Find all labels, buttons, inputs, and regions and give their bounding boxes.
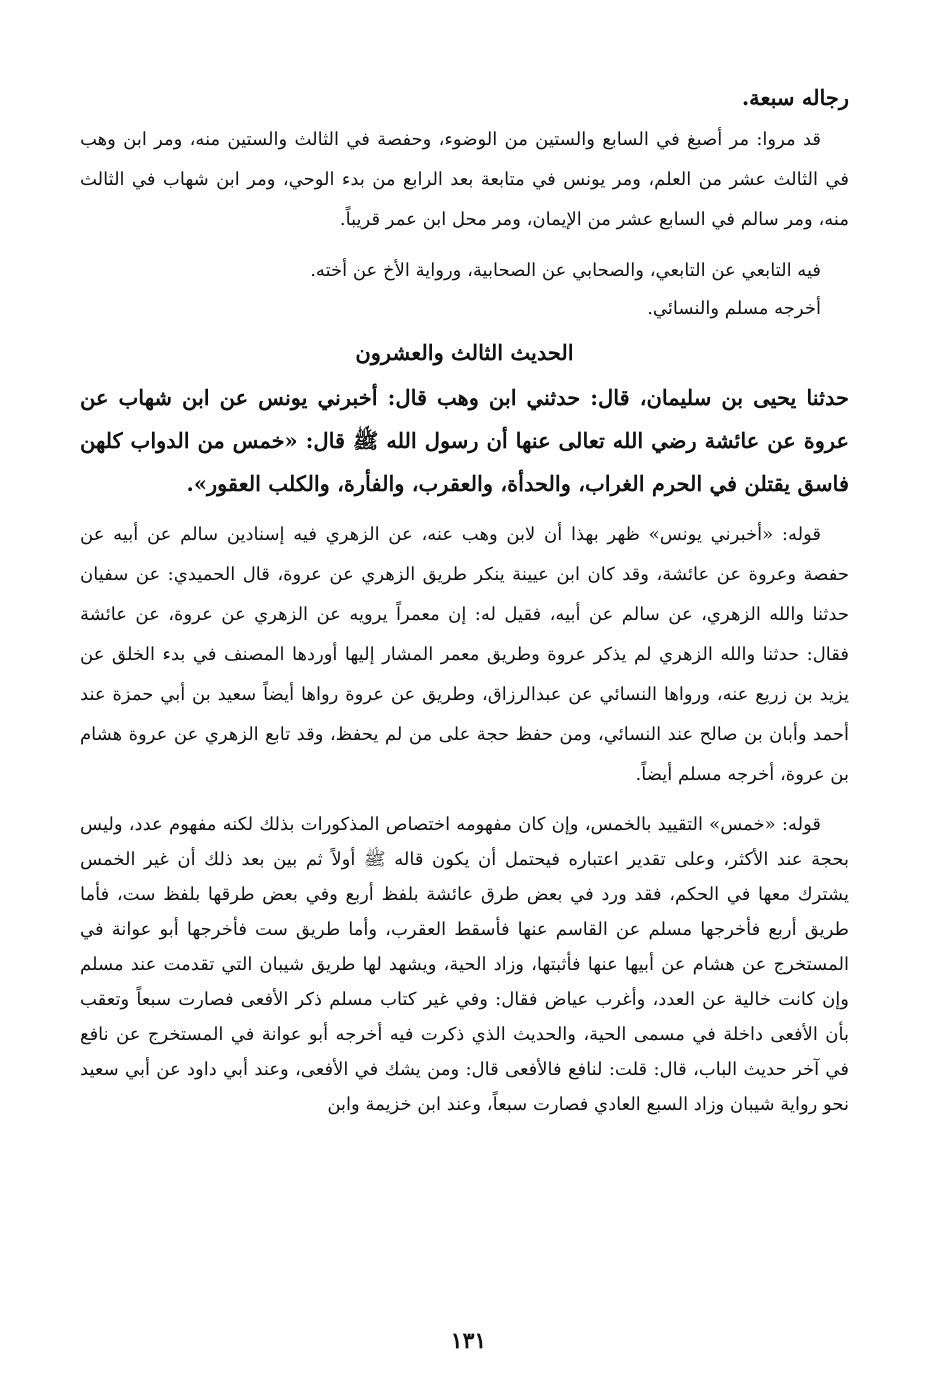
commentary-paragraph: قوله: «أخبرني يونس» ظهر بهذا أن لابن وهب عنه، عن الزهري فيه إسنادين سالم عن أبيه عن حفصة وعروة عن عائشة، وقد كان ابن عيينة ينكر طريق الزهري عن عروة، قال الحميدي: عن سفيان حدثنا والله الزهري، عن سالم عن أبيه، فقيل له: إن معمراً يرويه عن الزهري عن عروة، عن عائشة فقال: حدثنا والله الزهري لم يذكر عروة وطريق معمر المشار إليها أوردها المصنف في بدء الخلق عن يزيد بن زريع عنه، ورواها النسائي عن عبدالرزاق، وطريق عن عروة رواها أيضاً سعيد بن أبي حمزة عند أحمد وأبان بن صالح عند النسائي، ومن حفظ حجة على من لم يحفظ، وقد تابع الزهري عن عروة هشام بن عروة، أخرجه مسلم أيضاً. <box>80 524 849 785</box>
takhrij-paragraph: أخرجه مسلم والنسائي. <box>647 298 821 319</box>
commentary-paragraph: قوله: «خمس» التقييد بالخمس، وإن كان مفهومه اختصاص المذكورات بذلك لكنه مفهوم عدد، وليس بحجة عند الأكثر، وعلى تقدير اعتباره فيحتمل أن يكون قاله ﷺ أولاً ثم بين بعد ذلك أن غير الخمس يشترك معها في الحكم، فقد ورد في بعض طرق عائشة بلفظ أربع وفي بعض طرقها بلفظ ست، فأما طريق أربع فأخرجها مسلم عن القاسم عنها فأسقط العقرب، وأما طريق ست فأخرجها أبو عوانة في المستخرج عن هشام عن أبيها عنها فأثبتها، وزاد الحية، ويشهد لها طريق شيبان التي تقدمت عند مسلم وإن كانت خالية عن العدد، وأغرب عياض فقال: وفي غير كتاب مسلم ذكر الأفعى فصارت سبعاً وتعقب بأن الأفعى داخلة في مسمى الحية، والحديث الذي ذكرت فيه أخرجه أبو عوانة في المستخرج عن نافع في آخر حديث الباب، قال: قلت: لنافع فالأفعى قال: ومن يشك في الأفعى، وعند أبي داود عن أبي سعيد نحو رواية شيبان وزاد السبع العادي فصارت سبعاً، وعند ابن خزيمة وابن <box>80 814 849 1115</box>
narrators-paragraph: قد مروا: مر أصبغ في السابع والستين من الوضوء، وحفصة في الثالث والستين منه، ومر ابن وهب في الثالث عشر من العلم، ومر يونس في متابعة بعد الرابع من بدء الوحي، ومر ابن شهاب في الثالث منه، ومر سالم في السابع عشر من الإيمان، ومر محل ابن عمر قريباً. <box>80 129 849 230</box>
hadith-text: حدثنا يحيى بن سليمان، قال: حدثني ابن وهب قال: أخبرني يونس عن ابن شهاب عن عروة عن عائشة رضي الله تعالى عنها أن رسول الله ﷺ قال: «خمس من الدواب كلهن فاسق يقتلن في الحرم الغراب، والحدأة، والعقرب، والفأرة، والكلب العقور». <box>80 385 849 496</box>
narrators-count-line: رجاله سبعة. <box>741 85 849 110</box>
hadith-heading: الحديث الثالث والعشرون <box>355 340 574 365</box>
isnad-note-paragraph: فيه التابعي عن التابعي، والصحابي عن الصحابية، ورواية الأخ عن أخته. <box>310 260 821 281</box>
page-number: ١٣١ <box>450 1328 487 1354</box>
page-body <box>80 78 849 1122</box>
